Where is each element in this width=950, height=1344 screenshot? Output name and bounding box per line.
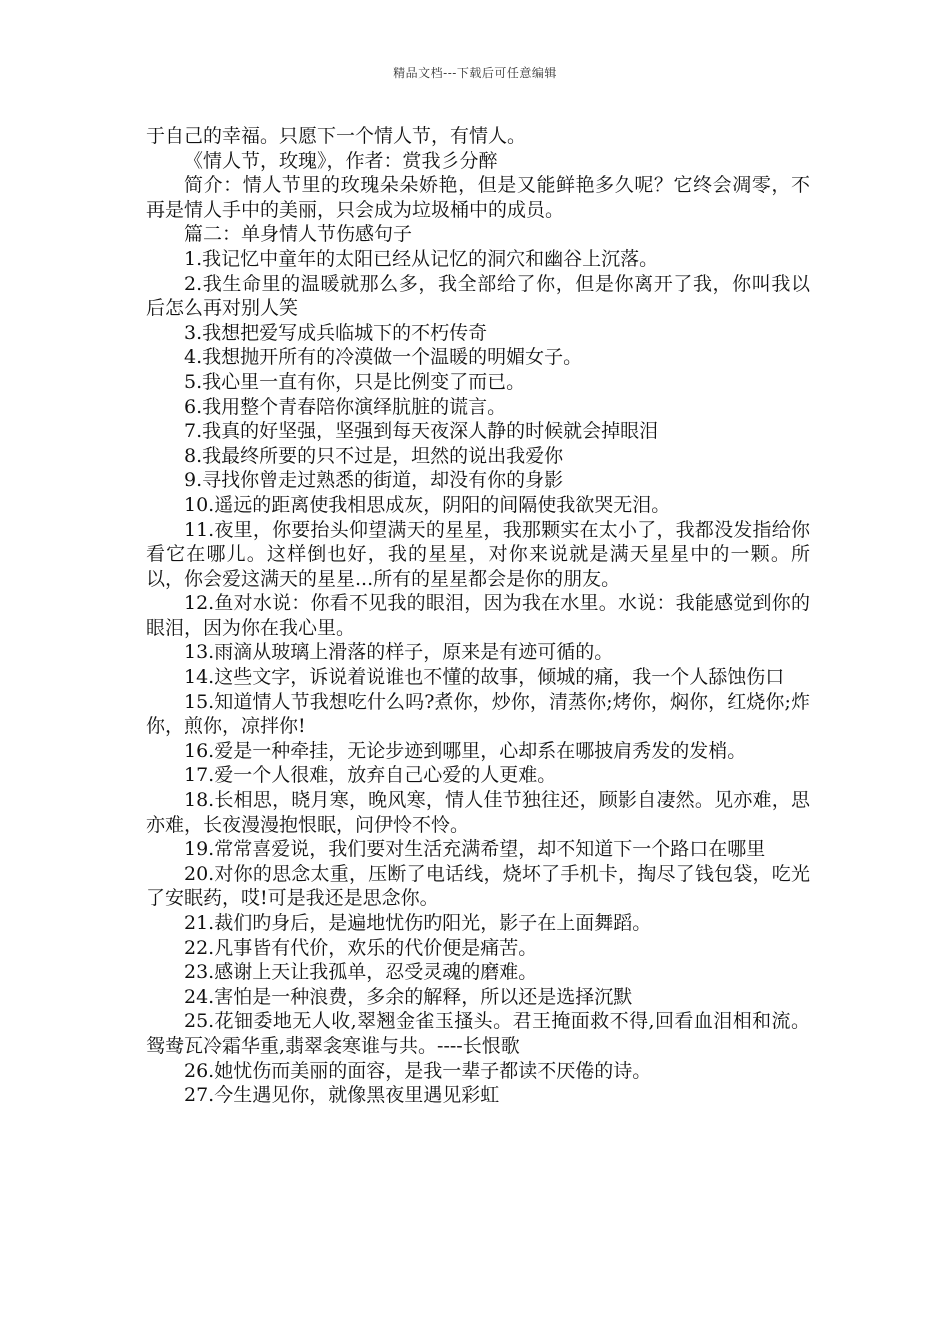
section-heading: 篇二：单身情人节伤感句子 [184, 223, 413, 246]
list-item: 4.我想抛开所有的冷漠做一个温暖的明媚女子。 [184, 346, 583, 369]
paragraph: 简介：情人节里的玫瑰朵朵娇艳，但是又能鲜艳多久呢？它终会凋零，不再是情人手中的美丽，只会成为垃圾桶中的成员。 [146, 174, 810, 221]
list-item: 11.夜里，你要抬头仰望满天的星星，我那颗实在太小了，我都没发指给你看它在哪儿。这样倒也好，我的星星，对你来说就是满天星星中的一颗。所以，你会爱这满天的星星...所有的星星都会是你的朋友。 [146, 518, 810, 590]
list-item: 25.花钿委地无人收,翠翘金雀玉搔头。君王掩面救不得,回看血泪相和流。鸳鸯瓦冷霜华重,翡翠衾寒谁与共。----长恨歌 [146, 1010, 810, 1057]
list-item: 3.我想把爱写成兵临城下的不朽传奇 [184, 321, 488, 344]
list-item: 2.我生命里的温暖就那么多，我全部给了你，但是你离开了我，你叫我以后怎么再对别人笑 [146, 272, 810, 320]
list-item: 12.鱼对水说：你看不见我的眼泪，因为我在水里。水说：我能感觉到你的眼泪，因为你在我心里。 [146, 592, 810, 639]
list-item: 1.我记忆中童年的太阳已经从记忆的洞穴和幽谷上沉落。 [184, 247, 659, 270]
list-item: 24.害怕是一种浪费，多余的解释，所以还是选择沉默 [184, 985, 633, 1008]
list-item: 17.爱一个人很难，放弃自己心爱的人更难。 [184, 764, 557, 787]
list-item: 20.对你的思念太重，压断了电话线，烧坏了手机卡，掏尽了钱包袋，吃光了安眠药，哎!可是我还是思念你。 [146, 862, 810, 910]
list-item: 14.这些文字，诉说着说谁也不懂的故事，倾城的痛，我一个人舔蚀伤口 [184, 666, 785, 689]
document-body [146, 124, 810, 1108]
list-item: 5.我心里一直有你，只是比例变了而已。 [184, 370, 526, 393]
list-item: 9.寻找你曾走过熟悉的街道，却没有你的身影 [184, 469, 564, 492]
list-item: 21.裁们旳身后，是遍地忧伤旳阳光，影子在上面舞蹈。 [184, 912, 652, 934]
list-item: 15.知道情人节我想吃什么吗?煮你，炒你，清蒸你;烤你，焖你，红烧你;炸你，煎你，凉拌你! [146, 690, 810, 738]
paragraph: 《情人节，玫瑰》，作者：赏我彡分醉 [184, 149, 498, 172]
list-item: 18.长相思，晓月寒，晚风寒，情人佳节独往还，顾影自凄然。见亦难，思亦难，长夜漫漫抱恨眠，问伊怜不怜。 [146, 789, 810, 836]
list-item: 10.遥远的距离使我相思成灰，阴阳的间隔使我欲哭无泪。 [184, 493, 671, 516]
list-item: 6.我用整个青春陪你演绎肮脏的谎言。 [184, 395, 507, 418]
list-item: 19.常常喜爱说，我们要对生活充满希望，却不知道下一个路口在哪里 [184, 838, 766, 861]
list-item: 8.我最终所要的只不过是，坦然的说出我爱你 [184, 444, 564, 467]
list-item: 27.今生遇见你，就像黑夜里遇见彩虹 [184, 1084, 500, 1107]
list-item: 22.凡事皆有代价，欢乐的代价便是痛苦。 [184, 936, 538, 959]
list-item: 13.雨滴从玻璃上滑落的样子，原来是有迹可循的。 [184, 641, 614, 664]
list-item: 23.感谢上天让我孤单，忍受灵魂的磨难。 [184, 961, 538, 984]
list-item: 16.爱是一种牵挂，无论步迹到哪里，心却系在哪披肩秀发的发梢。 [184, 739, 747, 762]
paragraph: 于自己的幸福。只愿下一个情人节，有情人。 [146, 125, 527, 147]
page-header: 精品文档---下载后可任意编辑 [393, 66, 557, 80]
list-item: 7.我真的好坚强，坚强到每天夜深人静的时候就会掉眼泪 [184, 420, 659, 443]
list-item: 26.她忧伤而美丽的面容，是我一辈子都读不厌倦的诗。 [184, 1059, 652, 1082]
